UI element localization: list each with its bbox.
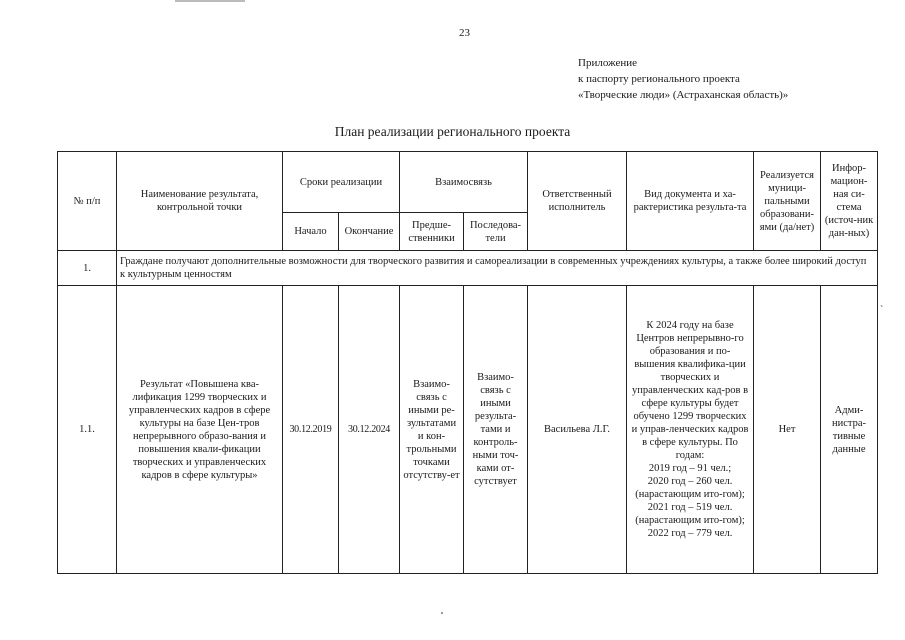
header-name: Наименование результата, контрольной точки [117,152,283,251]
header-municipal: Реализуется муници-пальными образовани-ями (да/нет) [754,152,821,251]
header-doc-type: Вид документа и ха-рактеристика результа-та [627,152,754,251]
item-num: 1.1. [58,286,117,574]
doc-line: 2019 год – 91 чел.; [648,463,732,474]
item-end-date: 30.12.2024 [339,286,400,574]
appendix-line-2: к паспорту регионального проекта [578,73,740,85]
header-predecessors: Предше-ственники [400,213,464,251]
appendix-note [578,55,788,103]
appendix-line-1: Приложение [578,57,638,69]
header-relation: Взаимосвязь [400,152,528,213]
page-title: План реализации регионального проекта [334,124,571,139]
section-text: Граждане получают дополнительные возможности для творческого развития и самореализации в современных учреждениях культуры, а также более широкий доступ к культурным ценностям [117,251,878,286]
doc-line: 2020 год – 260 чел. (нарастающим ито-гом); [635,476,745,500]
header-end: Окончание [339,213,400,251]
item-predecessors: Взаимо-связь с иными ре-зультатами и кон-трольными точками отсутству-ет [400,286,464,574]
header-terms: Сроки реализации [283,152,400,213]
scan-artifact-tick: ` [880,305,884,316]
scan-artifact-mark [175,0,245,5]
item-successors: Взаимо-связь с иными результа-тами и контроль-ными точ-ками от-сутствует [464,286,528,574]
appendix-line-3: «Творческие люди» (Астраханская область)» [578,89,789,101]
item-info-system: Адми-нистра-тивные данные [821,286,878,574]
item-name: Результат «Повышена ква-лификация 1299 творческих и управленческих кадров в сфере культуры на базе Цен-тров непрерывного образо-вания и повышения квали-фикации творческих и управленческих кадров в сфере культуры» [117,286,283,574]
scan-artifact-dot [441,612,443,614]
item-start-date: 30.12.2019 [283,286,339,574]
doc-line: К 2024 году на базе Центров непрерывно-го образования и по-вышения квалифика-ции творческих и управленческих кад-ров в сфере культуры будет обучено 1299 творческих и управ-ленческих кадров в сфере культуры. По годам: [631,320,749,461]
doc-line: 2022 год – 779 чел. [647,528,733,539]
item-doc-description [627,286,754,574]
table-row [58,286,878,574]
item-responsible: Васильева Л.Г. [528,286,627,574]
header-start: Начало [283,213,339,251]
header-num: № п/п [58,152,117,251]
header-successors: Последова-тели [464,213,528,251]
header-info-system: Инфор-мацион-ная си-стема (источ-ник дан-ных) [821,152,878,251]
doc-line: 2021 год – 519 чел. (нарастающим ито-гом); [635,502,745,526]
item-municipal: Нет [754,286,821,574]
page-number: 23 [459,27,470,39]
plan-table [57,151,878,574]
section-num: 1. [58,251,117,286]
section-row [58,251,878,286]
header-row [58,152,878,213]
header-responsible: Ответственный исполнитель [528,152,627,251]
